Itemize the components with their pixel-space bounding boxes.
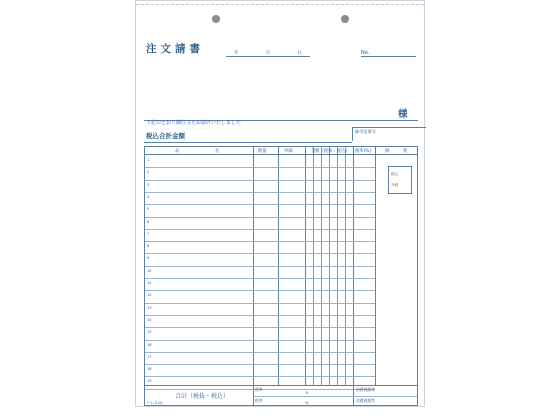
foot-mid-line — [253, 396, 417, 397]
tax-stamp-box — [388, 166, 412, 194]
stamp-tax-excluded: 外税 — [391, 183, 399, 187]
form-title: 注文請書 — [146, 43, 204, 55]
row-number: 7 — [147, 231, 150, 236]
footer-tax-rate-b: 税率 — [255, 398, 263, 403]
row-number: 1 — [147, 158, 150, 162]
table-row[interactable] — [145, 352, 375, 353]
date-year-label: 年 — [234, 51, 239, 56]
table-row[interactable] — [145, 180, 375, 181]
row-number: 11 — [147, 281, 152, 285]
row-number: 4 — [147, 194, 150, 199]
table-row[interactable] — [145, 278, 375, 279]
table-row[interactable] — [145, 303, 375, 304]
header-item-name-b: 名 — [215, 149, 220, 154]
stamp-tax-included: 税込 — [391, 172, 399, 176]
table-row[interactable] — [145, 327, 375, 328]
row-number: 18 — [147, 367, 152, 372]
row-number: 12 — [147, 293, 152, 298]
footer-percent-b: % — [305, 400, 309, 405]
total-underline — [144, 142, 352, 143]
table-row[interactable] — [145, 290, 375, 291]
table-row[interactable] — [145, 167, 375, 168]
binding-hole-left — [212, 15, 220, 23]
header-remarks-a: 摘 — [385, 149, 390, 154]
item-table — [144, 146, 418, 386]
number-field[interactable] — [361, 50, 416, 57]
form-code: ウケ‑3 (K) — [146, 401, 164, 405]
footer-percent-a: % — [305, 390, 309, 395]
table-row[interactable] — [145, 315, 375, 316]
row-number: 14 — [147, 317, 152, 322]
table-row[interactable] — [145, 266, 375, 267]
number-label: No. — [361, 50, 370, 56]
acceptance-note: 下記のとおり御注文をお請けいたしました — [146, 120, 242, 126]
row-number: 10 — [147, 268, 152, 273]
recipient-suffix: 様 — [398, 109, 408, 120]
table-row[interactable] — [145, 217, 375, 218]
sender-number-box[interactable] — [352, 127, 426, 141]
sender-number-label: 御受発番号 — [355, 129, 376, 134]
date-month-label: 月 — [265, 51, 271, 56]
row-number: 2 — [147, 170, 150, 175]
perforation-line — [136, 4, 424, 5]
row-number: 6 — [147, 219, 150, 224]
table-row[interactable] — [145, 192, 375, 193]
date-field[interactable] — [226, 50, 310, 57]
row-number: 17 — [147, 354, 152, 359]
table-row[interactable] — [145, 229, 375, 230]
order-acceptance-form — [135, 0, 425, 407]
footer-total-label: 合計（税抜・税込） — [175, 393, 230, 400]
header-remarks-b: 要 — [403, 149, 408, 154]
row-number: 9 — [147, 256, 150, 261]
header-tax-rate: 税率(%) — [355, 149, 372, 154]
footer-consumption-tax-b: 消費税額等 — [356, 398, 375, 403]
row-number: 5 — [147, 207, 150, 212]
table-row[interactable] — [145, 253, 375, 254]
header-item-name-a: 品 — [175, 149, 180, 154]
header-amount: 金額（税抜・税込） — [311, 149, 350, 154]
row-number: 19 — [147, 379, 152, 384]
row-number: 13 — [147, 305, 152, 310]
date-day-label: 日 — [297, 51, 302, 56]
table-row[interactable] — [145, 204, 375, 205]
binding-hole-right — [341, 15, 349, 23]
row-number: 15 — [147, 330, 152, 335]
table-row[interactable] — [145, 376, 375, 377]
row-number: 16 — [147, 342, 152, 347]
col-divider — [375, 147, 376, 385]
header-quantity: 数量 — [258, 149, 267, 154]
header-unit-price: 単価 — [284, 149, 293, 154]
table-row[interactable] — [145, 364, 375, 365]
header-underline — [145, 154, 417, 155]
tax-included-total-label: 税込合計金額 — [146, 132, 185, 140]
table-row[interactable] — [145, 241, 375, 242]
footer-tax-rate-a: 税率 — [255, 387, 263, 392]
row-number: 8 — [147, 244, 150, 249]
footer-consumption-tax-a: 消費税額等 — [356, 387, 375, 392]
table-footer — [144, 386, 418, 406]
table-row[interactable] — [145, 340, 375, 341]
row-number: 3 — [147, 182, 150, 187]
